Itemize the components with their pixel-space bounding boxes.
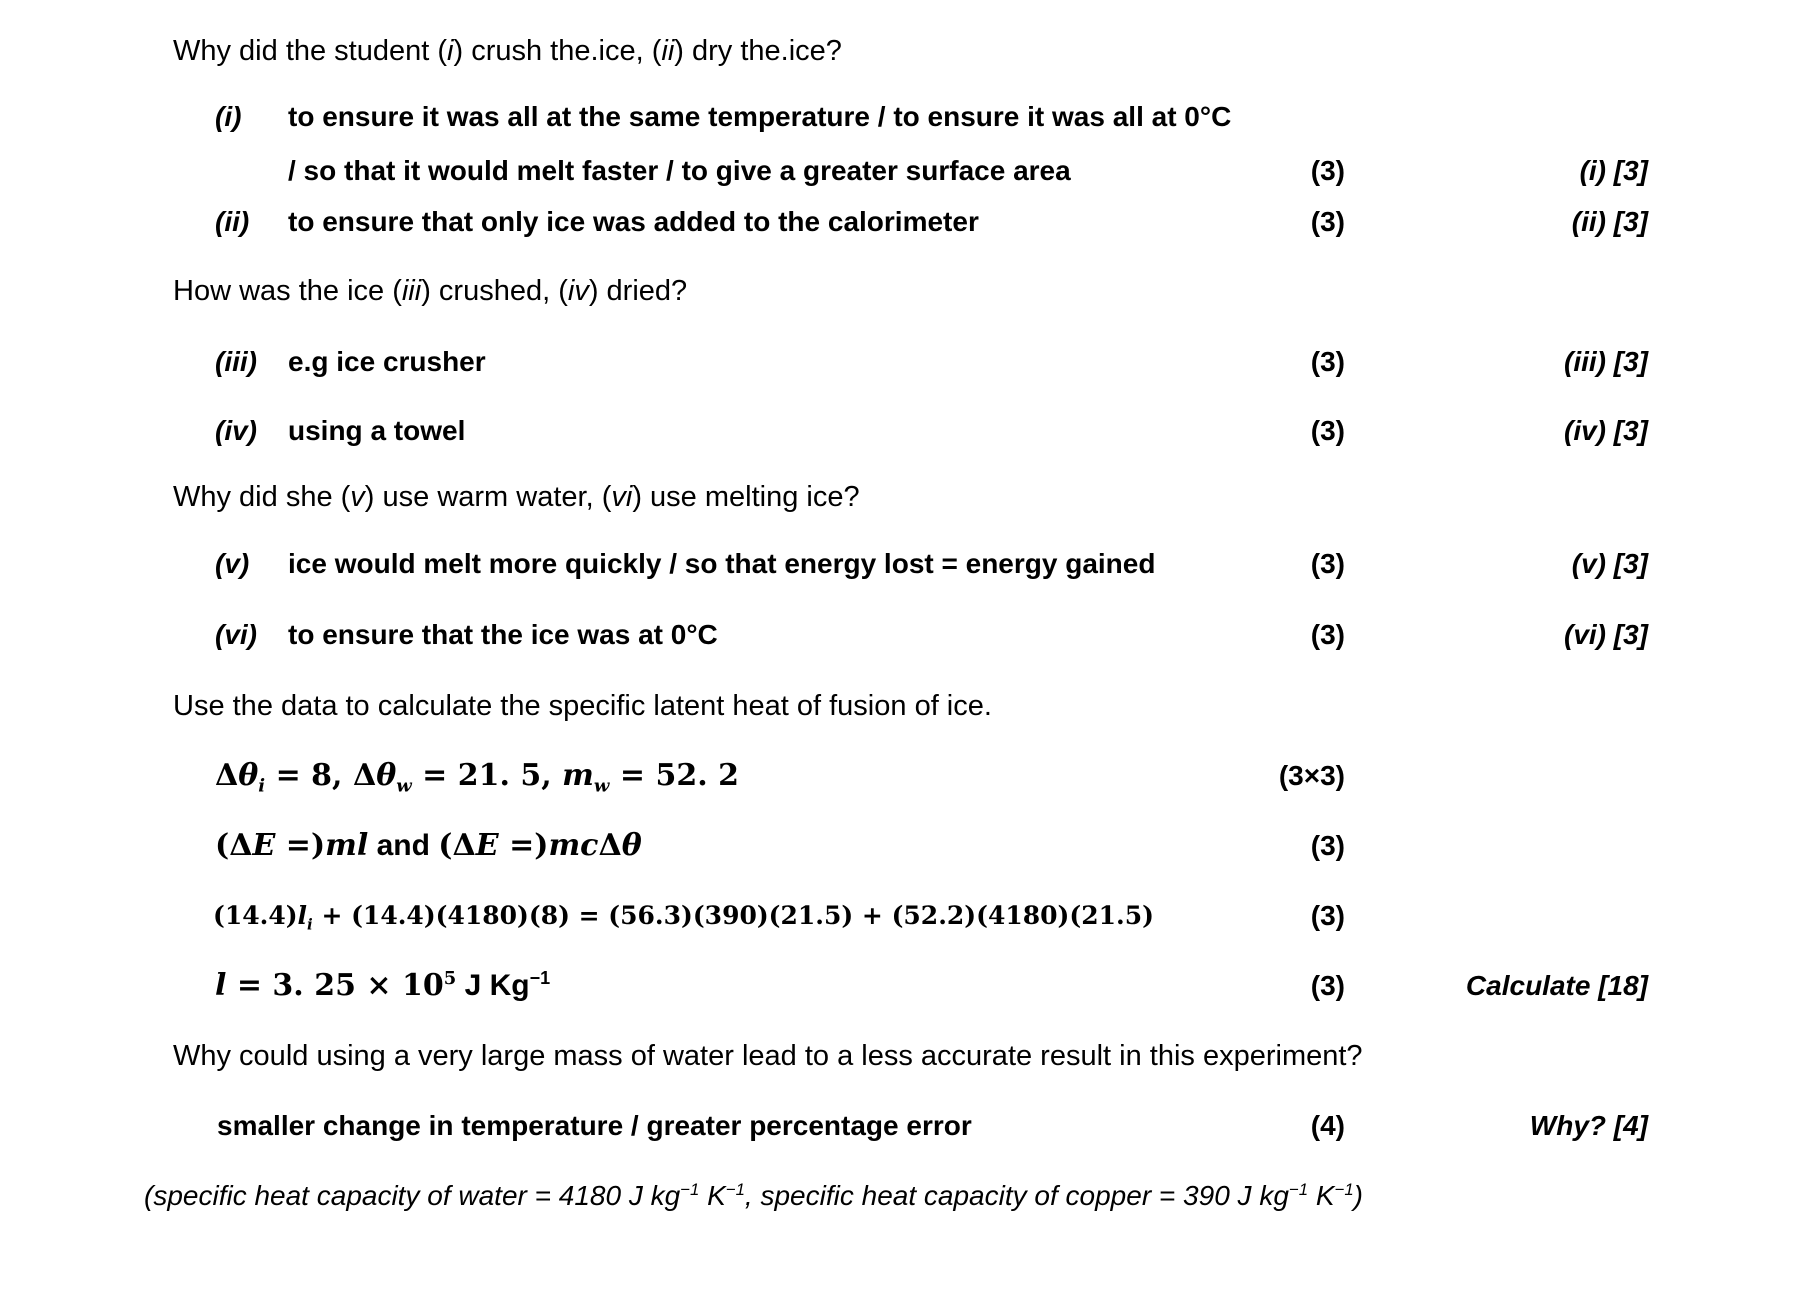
item-numeral: (iii) (215, 346, 257, 377)
text-segment: Δ (352, 758, 377, 793)
text-segment: θ (238, 758, 259, 793)
line-text (144, 1173, 1363, 1219)
text-segment: θ (376, 758, 397, 793)
item-numeral: (vi) (215, 619, 257, 650)
line-text (215, 823, 642, 869)
text-segment: , specific heat capacity of copper = 390 J kg (744, 1180, 1289, 1211)
marks-value: (3×3) (1278, 760, 1345, 791)
text-segment: = 21. 5, (411, 758, 563, 793)
question-line (0, 474, 1818, 520)
answer-item (0, 339, 1818, 385)
text-segment: mc (548, 828, 599, 863)
margin-reference: (i) [3] (1579, 155, 1648, 186)
line-text (173, 474, 860, 520)
margin-reference: Why? [4] (1529, 1110, 1648, 1141)
text-segment: = 3. 25 × 10 (226, 968, 444, 1003)
text-segment: ml (325, 828, 369, 863)
text-segment: i (258, 775, 266, 797)
text-segment: ) dried? (588, 275, 688, 307)
text-segment: K (699, 1180, 726, 1211)
text-segment: E (252, 828, 276, 863)
question-line (0, 683, 1818, 729)
margin-reference: Calculate [18] (1465, 970, 1648, 1001)
text-segment: l (297, 901, 308, 930)
answer-item (0, 612, 1818, 658)
answer-item (0, 199, 1818, 245)
line-text: Why could using a very large mass of water lead to a less accurate result in this experiment? (173, 1040, 1363, 1072)
text-segment: (specific heat capacity of water = 4180 J kg (144, 1180, 681, 1211)
question-line (0, 268, 1818, 314)
line-text (215, 963, 550, 1009)
text-segment: ) use warm water, ( (364, 481, 612, 513)
text-segment: + (14.4)(4180)(8) = (56.3)(390)(21.5) + (52.2)(4180)(21.5) (312, 901, 1154, 930)
line-text (173, 268, 687, 314)
text-segment: =) (275, 828, 326, 863)
text-segment: ) use melting ice? (632, 481, 860, 513)
text-segment: = 52. 2 (609, 758, 739, 793)
text-segment: and (368, 829, 439, 862)
text-segment: −1 (529, 968, 551, 989)
line-text: / so that it would melt faster / to give a greater surface area (288, 155, 1071, 186)
line-text (215, 753, 739, 799)
answer-item (0, 408, 1818, 454)
text-segment: l (215, 968, 227, 1003)
marks-value: (3) (1310, 619, 1345, 650)
text-segment: −1 (680, 1179, 700, 1199)
marks-value: (4) (1310, 1110, 1345, 1141)
margin-reference: (iv) [3] (1564, 415, 1648, 446)
line-text: to ensure it was all at the same temperature / to ensure it was all at 0°C (288, 101, 1232, 132)
math-line (0, 753, 1818, 799)
text-segment: Δ (215, 758, 239, 793)
line-text: to ensure that the ice was at 0°C (288, 619, 718, 650)
line-text: using a towel (288, 415, 466, 446)
text-segment: ) crush the.ice, ( (453, 35, 662, 67)
marks-value: (3) (1310, 346, 1345, 377)
footnote-line (0, 1173, 1818, 1219)
text-segment: 5 (443, 968, 457, 990)
marks-value: (3) (1310, 415, 1345, 446)
marks-value: (3) (1310, 830, 1345, 861)
text-segment: iii (401, 275, 422, 307)
marks-value: (3) (1310, 970, 1345, 1001)
text-segment: vi (611, 481, 633, 513)
margin-reference: (vi) [3] (1564, 619, 1648, 650)
marks-value: (3) (1310, 548, 1345, 579)
text-segment: v (350, 481, 365, 513)
line-text (173, 28, 842, 74)
item-numeral: (iv) (215, 415, 257, 446)
text-segment: θ (621, 828, 642, 863)
text-segment: How was the ice ( (173, 275, 402, 307)
text-segment: E (475, 828, 499, 863)
question-line (0, 1033, 1818, 1079)
line-text: e.g ice crusher (288, 346, 486, 377)
line-text: smaller change in temperature / greater percentage error (217, 1110, 972, 1141)
text-segment: i (307, 915, 313, 934)
text-segment: (Δ (438, 828, 476, 863)
text-segment: ) crushed, ( (421, 275, 568, 307)
text-segment: Why did she ( (173, 481, 351, 513)
item-numeral: (v) (215, 548, 250, 579)
answer-line (0, 1103, 1818, 1149)
text-segment: Δ (598, 828, 622, 863)
question-line (0, 28, 1818, 74)
text-segment: ii (661, 35, 675, 67)
text-segment: (Δ (215, 828, 253, 863)
margin-reference: (v) [3] (1571, 548, 1648, 579)
marks-value: (3) (1310, 206, 1345, 237)
text-segment: m (562, 758, 594, 793)
margin-reference: (ii) [3] (1571, 206, 1648, 237)
answer-continuation (0, 148, 1818, 194)
text-segment: K (1308, 1180, 1335, 1211)
margin-reference: (iii) [3] (1564, 346, 1648, 377)
line-text: ice would melt more quickly / so that energy lost = energy gained (288, 548, 1156, 579)
item-numeral: (ii) (215, 206, 250, 237)
text-segment: w (593, 775, 610, 797)
text-segment: = 8, (265, 758, 353, 793)
math-line (0, 893, 1818, 939)
answer-item (0, 541, 1818, 587)
text-segment: (14.4) (213, 901, 298, 930)
answer-item (0, 94, 1818, 140)
marks-value: (3) (1310, 900, 1345, 931)
item-numeral: (i) (215, 101, 242, 132)
marks-value: (3) (1310, 155, 1345, 186)
text-segment: −1 (725, 1179, 745, 1199)
line-text (213, 893, 1154, 939)
text-segment: J Kg (456, 969, 530, 1002)
text-segment: w (396, 775, 412, 797)
text-segment: −1 (1288, 1179, 1309, 1199)
text-segment: ) dry the.ice? (674, 35, 842, 67)
text-segment: ) (1353, 1180, 1363, 1211)
line-text: to ensure that only ice was added to the calorimeter (288, 206, 979, 237)
text-segment: −1 (1334, 1179, 1354, 1199)
math-line (0, 823, 1818, 869)
math-line (0, 963, 1818, 1009)
line-text: Use the data to calculate the specific latent heat of fusion of ice. (173, 690, 992, 722)
text-segment: =) (498, 828, 549, 863)
text-segment: iv (567, 275, 589, 307)
text-segment: Why did the student ( (173, 35, 448, 67)
text-segment: i (447, 35, 454, 67)
